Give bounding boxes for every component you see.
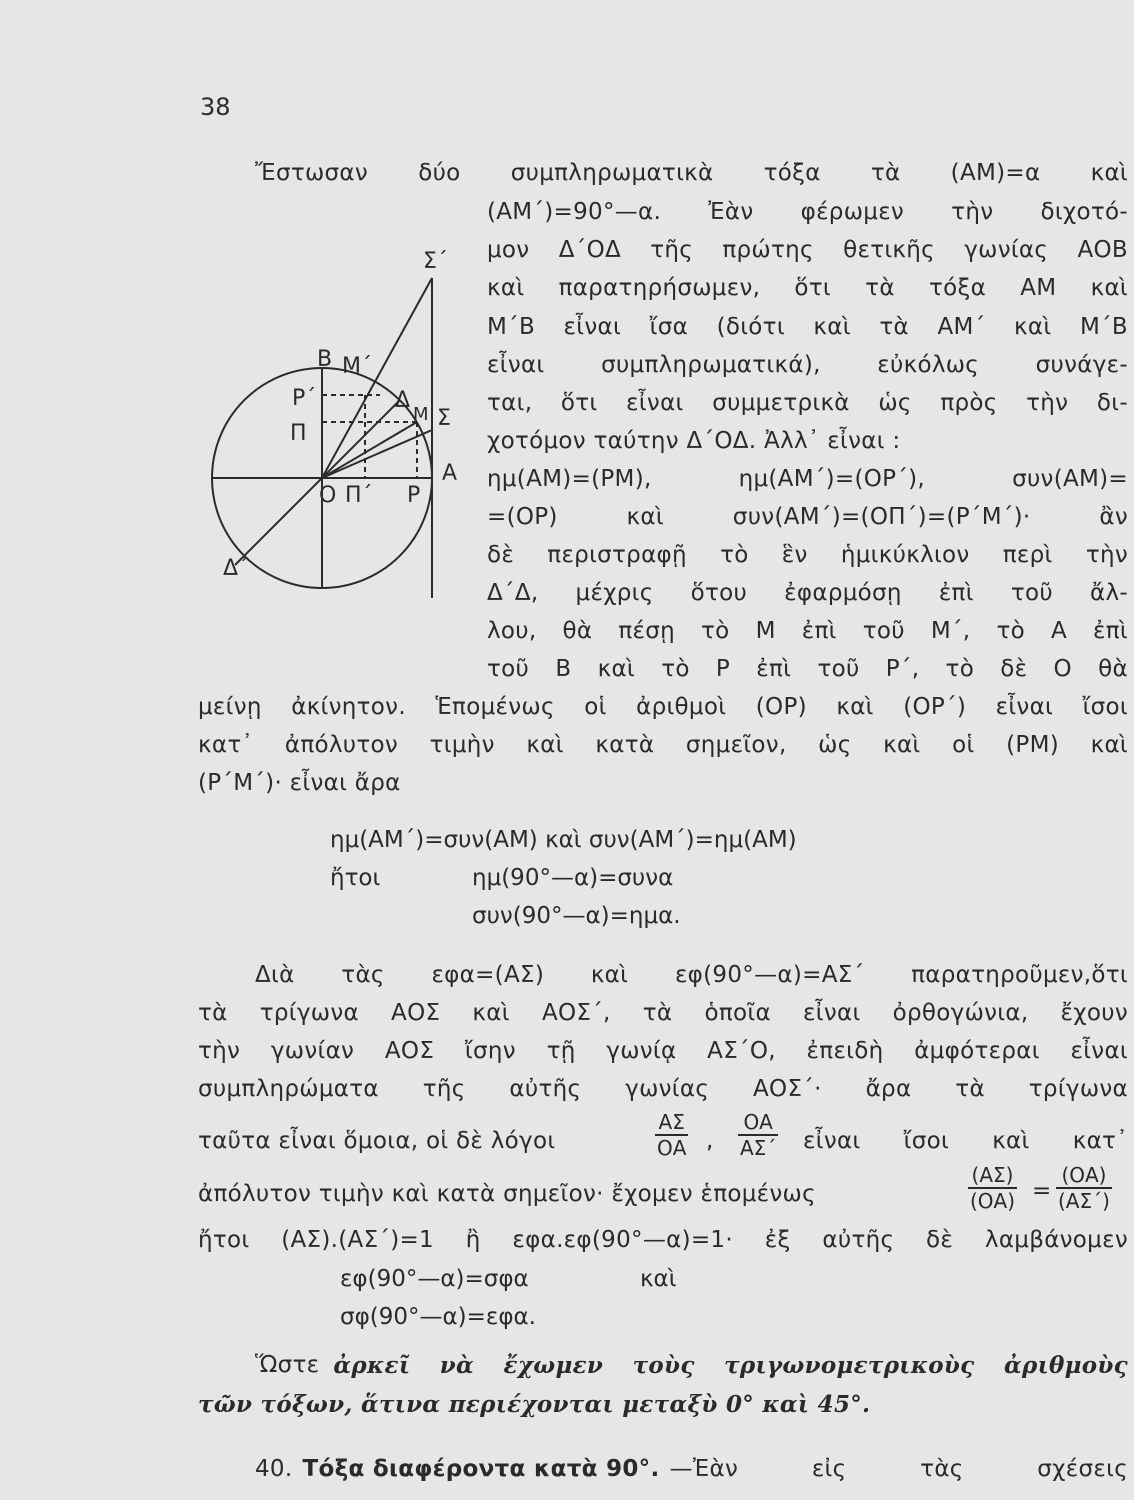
- conclusion-line: τῶν τόξων, ἅτινα περιέχονται μεταξὺ 0° καὶ 45°.: [198, 1391, 871, 1418]
- text-line: εἶναι ἴσοι καὶ κατ᾽: [803, 1128, 1128, 1154]
- label-a: Α: [442, 461, 458, 486]
- text-line: =(ΟΡ) καὶ συν(ΑΜ΄)=(ΟΠ΄)=(Ρ΄Μ΄)· ἂν: [487, 504, 1128, 530]
- text-line: ταῦτα εἶναι ὅμοια, οἱ δὲ λόγοι: [198, 1128, 556, 1154]
- conclusion-pre: Ὥστε: [255, 1352, 320, 1378]
- equation-kai: καὶ: [640, 1266, 677, 1292]
- label-sigma-prime: Σ΄: [423, 249, 448, 274]
- text-line: (ΑΜ΄)=90°—α. Ἐὰν φέρωμεν τὴν διχοτό-: [487, 199, 1128, 225]
- equation: συν(90°—α)=ημα.: [472, 903, 681, 929]
- label-m: Μ: [413, 404, 429, 425]
- text-line: Μ΄Β εἶναι ἴσα (διότι καὶ τὰ ΑΜ΄ καὶ Μ΄Β: [487, 314, 1128, 340]
- text-line: ημ(ΑΜ)=(ΡΜ), ημ(ΑΜ΄)=(ΟΡ΄), συν(ΑΜ)=: [487, 466, 1128, 492]
- text-line: Δ΄Δ, μέχρις ὅτου ἐφαρμόσῃ ἐπὶ τοῦ ἄλ-: [487, 580, 1128, 606]
- line-o-sigma-prime: [322, 278, 432, 478]
- comma: ,: [706, 1128, 714, 1154]
- section-heading-line: [255, 1456, 1128, 1482]
- denominator: ΟΑ: [657, 1136, 687, 1160]
- label-p: Π: [290, 421, 307, 446]
- fraction: [655, 1110, 688, 1160]
- equals-sign: =: [1032, 1178, 1052, 1204]
- label-delta: Δ: [395, 388, 411, 413]
- label-sigma: Σ: [437, 406, 451, 431]
- text-line: ἤτοι (ΑΣ).(ΑΣ΄)=1 ἢ εφα.εφ(90°—α)=1· ἐξ αὐτῆς δὲ λαμβάνομεν: [198, 1227, 1128, 1253]
- trig-circle-figure: [195, 230, 485, 610]
- label-delta-prime: Δ΄: [223, 556, 250, 581]
- section-text: —Ἐὰν εἰς τὰς σχέσεις: [669, 1456, 1128, 1482]
- text-line: χοτόμον ταύτην Δ΄ΟΔ. Ἀλλ᾽ εἶναι :: [487, 428, 901, 454]
- equation: σφ(90°—α)=εφα.: [340, 1304, 536, 1330]
- label-b: Β: [317, 347, 333, 372]
- fraction: [968, 1163, 1017, 1213]
- label-r: Ρ: [407, 483, 421, 508]
- conclusion-line: [255, 1352, 1128, 1379]
- numerator: (ΟΑ): [1061, 1163, 1107, 1187]
- numerator: ΑΣ: [658, 1110, 685, 1134]
- text-line: Ἔστωσαν δύο συμπληρωματικὰ τόξα τὰ (ΑΜ)=α καὶ: [255, 160, 1128, 186]
- text-line: τὰ τρίγωνα ΑΟΣ καὶ ΑΟΣ΄, τὰ ὁποῖα εἶναι ὀρθογώνια, ἔχουν: [198, 1000, 1128, 1026]
- text-line: Διὰ τὰς εφα=(ΑΣ) καὶ εφ(90°—α)=ΑΣ΄ παρατηροῦμεν,ὅτι: [255, 962, 1128, 988]
- equation: ημ(90°—α)=συνα: [472, 865, 674, 891]
- section-title: Τόξα διαφέροντα κατὰ 90°.: [302, 1456, 660, 1482]
- text-line: εἶναι συμπληρωματικά), εὐκόλως συνάγε-: [487, 352, 1128, 378]
- numerator: (ΑΣ): [971, 1163, 1014, 1187]
- text-line: καὶ παρατηρήσωμεν, ὅτι τὰ τόξα ΑΜ καὶ: [487, 275, 1128, 301]
- fraction: [738, 1110, 778, 1160]
- label-m-prime: Μ΄: [342, 354, 372, 379]
- text-line: τοῦ Β καὶ τὸ Ρ ἐπὶ τοῦ Ρ΄, τὸ δὲ Ο θὰ: [487, 656, 1128, 682]
- text-line: λου, θὰ πέσῃ τὸ Μ ἐπὶ τοῦ Μ΄, τὸ Α ἐπὶ: [487, 618, 1128, 644]
- fraction: [1056, 1163, 1112, 1213]
- text-line: τὴν γωνίαν ΑΟΣ ἴσην τῇ γωνίᾳ ΑΣ΄Ο, ἐπειδὴ ἀμφότεραι εἶναι: [198, 1038, 1128, 1064]
- bisector: [235, 400, 400, 565]
- numerator: ΟΑ: [743, 1110, 773, 1134]
- label-o: Ο: [319, 483, 337, 508]
- conclusion-bold: ἀρκεῖ νὰ ἔχωμεν τοὺς τριγωνομετρικοὺς ἀριθμοὺς: [333, 1352, 1128, 1379]
- denominator: (ΑΣ΄): [1058, 1189, 1110, 1213]
- page-number: 38: [200, 93, 231, 121]
- equation: ημ(ΑΜ΄)=συν(ΑΜ) καὶ συν(ΑΜ΄)=ημ(ΑΜ): [330, 827, 797, 853]
- equation-label: ἤτοι: [330, 865, 381, 891]
- equation: εφ(90°—α)=σφα: [340, 1266, 529, 1292]
- line-o-sigma: [322, 430, 432, 478]
- text-line: συμπληρώματα τῆς αὐτῆς γωνίας ΑΟΣ΄· ἄρα τὰ τρίγωνα: [198, 1076, 1128, 1102]
- text-line: κατ᾽ ἀπόλυτον τιμὴν καὶ κατὰ σημεῖον, ὡς καὶ οἱ (ΡΜ) καὶ: [198, 732, 1128, 758]
- text-line: δὲ περιστραφῇ τὸ ἓν ἡμικύκλιον περὶ τὴν: [487, 542, 1128, 568]
- text-line: (Ρ΄Μ΄)· εἶναι ἄρα: [198, 770, 401, 796]
- denominator: (ΟΑ): [970, 1189, 1016, 1213]
- section-number: 40.: [255, 1456, 293, 1482]
- label-r-prime: Ρ΄: [292, 386, 317, 411]
- text-line: ται, ὅτι εἶναι συμμετρικὰ ὡς πρὸς τὴν δι-: [487, 390, 1128, 416]
- denominator: ΑΣ΄: [740, 1136, 777, 1160]
- text-line: μον Δ΄ΟΔ τῆς πρώτης θετικῆς γωνίας ΑΟΒ: [487, 237, 1128, 263]
- text-line: μείνῃ ἀκίνητον. Ἑπομένως οἱ ἀριθμοὶ (ΟΡ) καὶ (ΟΡ΄) εἶναι ἴσοι: [198, 694, 1128, 720]
- label-p-prime: Π΄: [345, 483, 373, 508]
- text-line: ἀπόλυτον τιμὴν καὶ κατὰ σημεῖον· ἔχομεν ἑπομένως: [198, 1181, 816, 1207]
